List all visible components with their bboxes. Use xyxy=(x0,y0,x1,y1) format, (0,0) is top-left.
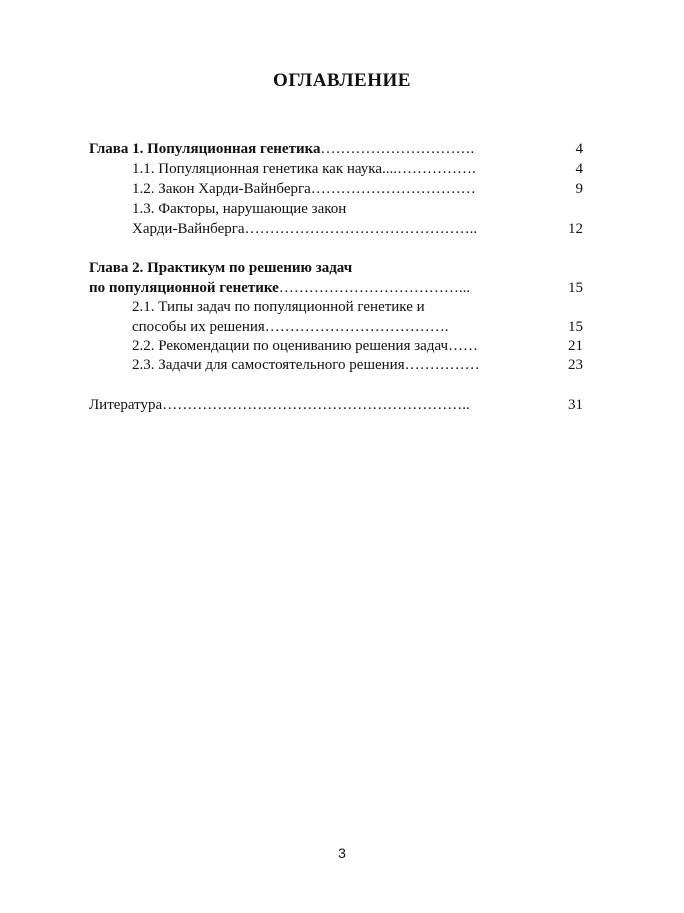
toc-page-number: 4 xyxy=(575,141,583,157)
toc-entry-text xyxy=(89,140,474,158)
toc-page-number: 12 xyxy=(568,221,583,237)
toc-page-number: 15 xyxy=(568,319,583,335)
toc-page-number: 9 xyxy=(575,181,583,197)
toc-page-number: 15 xyxy=(568,280,583,296)
toc-entry-text-line-1: 1.3. Факторы, нарушающие закон xyxy=(132,201,347,217)
toc-page-number: 21 xyxy=(568,338,583,354)
toc-leader-dots: ………………………………... xyxy=(278,280,471,296)
toc-chapter-title: Глава 1. Популяционная генетика xyxy=(89,141,321,157)
toc-entry-text: Литература…………………………………………………….. xyxy=(89,397,470,413)
toc-entry-text-line-2: способы их решения………………………………. xyxy=(132,319,449,335)
toc-chapter-title-line-2: по популяционной генетике xyxy=(89,280,279,296)
toc-page-number: 23 xyxy=(568,357,583,373)
page-number: 3 xyxy=(338,845,346,861)
toc-entry-text: 2.2. Рекомендации по оцениванию решения задач…… xyxy=(132,338,479,354)
toc-entry-text: 1.2. Закон Харди-Вайнберга…………………………… xyxy=(132,181,476,197)
toc-page-number: 4 xyxy=(575,161,583,177)
toc-entry-text-line-2: Харди-Вайнберга……………………………………….. xyxy=(132,221,478,237)
toc-entry-text-line-2 xyxy=(89,279,470,297)
toc-leader-dots: …………………………. xyxy=(320,141,475,157)
toc-chapter-title-line-1: Глава 2. Практикум по решению задач xyxy=(89,260,353,276)
toc-entry-text: 2.3. Задачи для самостоятельного решения…………… xyxy=(132,357,480,373)
toc-entry-text-line-1: 2.1. Типы задач по популяционной генетике и xyxy=(132,299,425,315)
page-title: ОГЛАВЛЕНИЕ xyxy=(273,70,411,91)
toc-entry-text: 1.1. Популяционная генетика как наука....……………. xyxy=(132,161,476,177)
toc-page-number: 31 xyxy=(568,397,583,413)
